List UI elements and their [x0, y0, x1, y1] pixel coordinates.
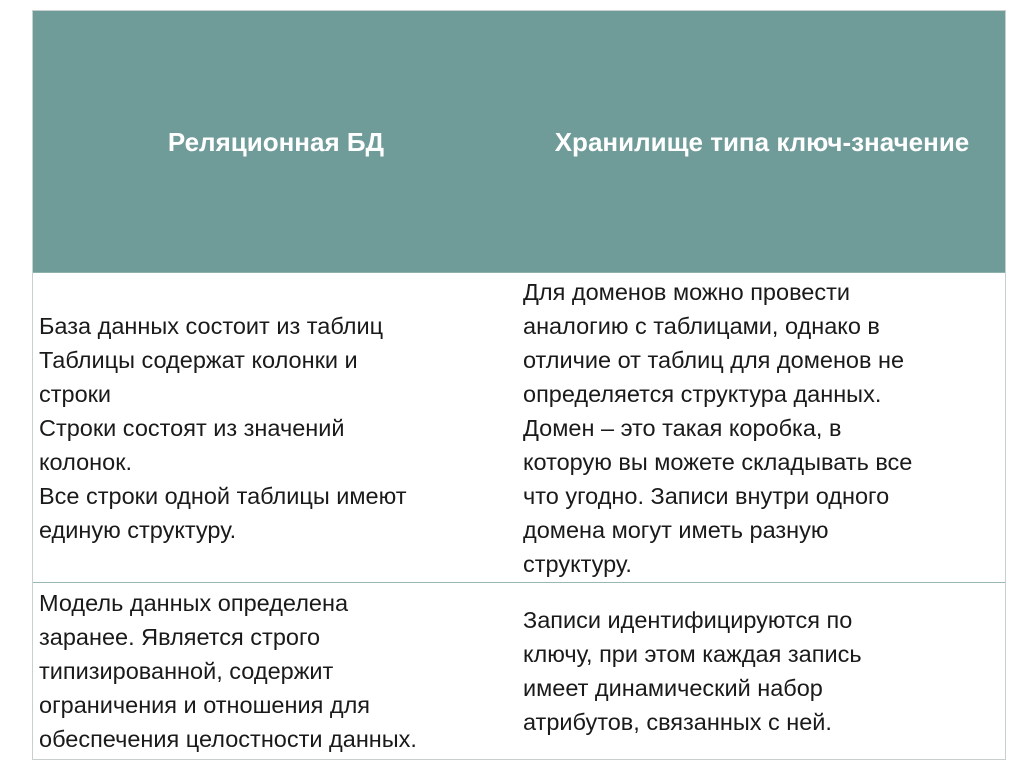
text-line: атрибутов, связанных с ней.	[523, 709, 832, 735]
table-header	[33, 11, 1005, 273]
text-line: колонок.	[39, 448, 133, 475]
header-key-value-store	[519, 11, 1005, 273]
text-line: обеспечения целостности данных.	[39, 726, 417, 752]
text-line: Все строки одной таблицы имеют	[39, 482, 407, 509]
text-line: которую вы можете складывать все	[523, 448, 913, 475]
header-relational-db	[33, 11, 519, 273]
text-line: Таблицы содержат колонки и	[39, 346, 358, 373]
text-line: что угодно. Записи внутри одного	[523, 482, 890, 509]
text-line: домена могут иметь разную	[523, 516, 829, 543]
text-line: Модель данных определена	[39, 590, 349, 616]
text-line: ключу, при этом каждая запись	[523, 641, 862, 667]
text-line: База данных состоит из таблиц	[39, 312, 384, 339]
text-line: Строки состоят из значений	[39, 414, 345, 441]
text-line: имеет динамический набор	[523, 675, 823, 701]
cell-key-value-structure	[523, 273, 1003, 582]
text-line: Для доменов можно провести	[523, 278, 851, 305]
text-line: Записи идентифицируются по	[523, 607, 853, 633]
cell-relational-structure	[39, 273, 509, 582]
header-key-value-store-text: Хранилище типа ключ-значение	[554, 127, 970, 157]
text-line: аналогию с таблицами, однако в	[523, 312, 880, 339]
cell-relational-model	[39, 583, 509, 759]
table-row	[33, 273, 1005, 583]
text-line: отличие от таблиц для доменов не	[523, 346, 905, 373]
text-line: строки	[39, 380, 112, 407]
header-relational-db-text: Реляционная БД	[167, 127, 385, 157]
text-line: структуру.	[523, 550, 632, 577]
text-line: ограничения и отношения для	[39, 692, 371, 718]
text-line: определяется структура данных.	[523, 380, 882, 407]
cell-key-value-model	[523, 583, 1003, 759]
table-row	[33, 583, 1005, 759]
text-line: заранее. Является строго	[39, 624, 321, 650]
comparison-table	[32, 10, 1006, 760]
text-line: единую структуру.	[39, 516, 237, 543]
text-line: типизированной, содержит	[39, 658, 334, 684]
text-line: Домен – это такая коробка, в	[523, 414, 842, 441]
